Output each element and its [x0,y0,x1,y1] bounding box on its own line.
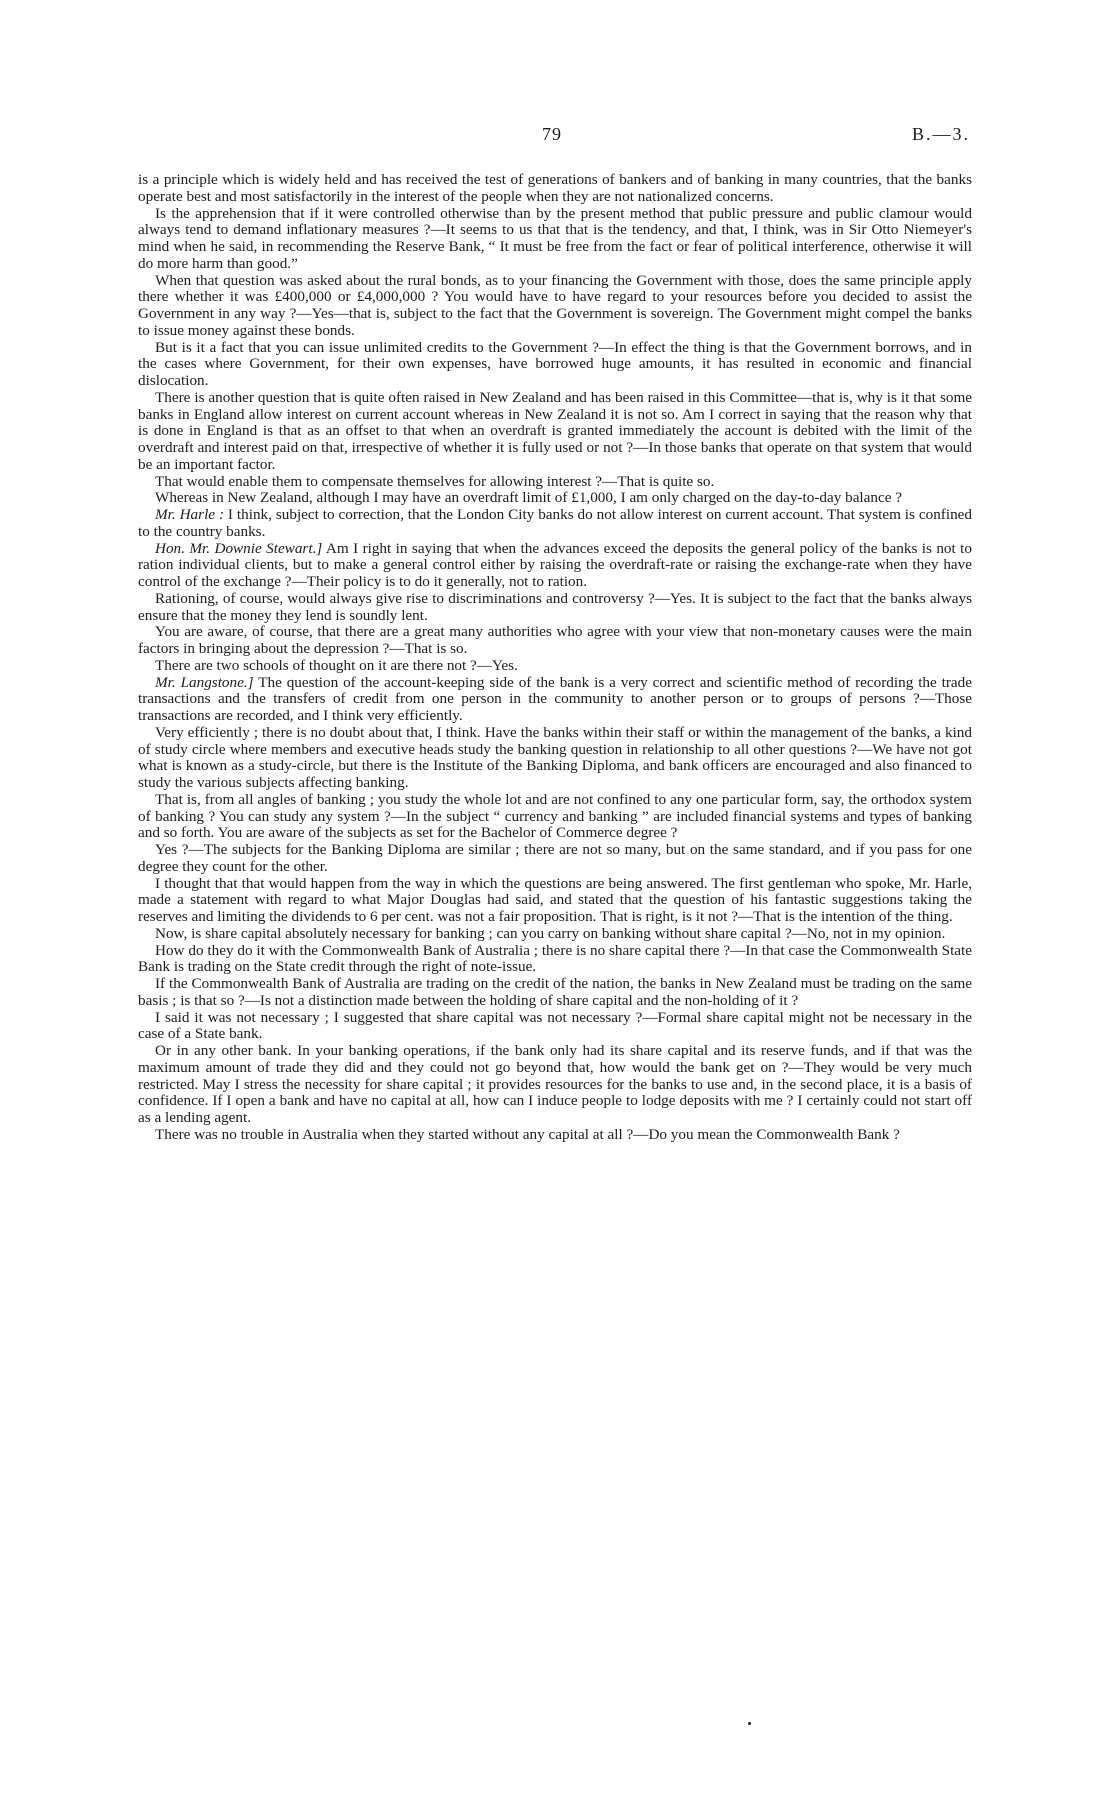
paragraph-text: That would enable them to compensate themselves for allowing interest ?—That is quite so. [155,472,715,490]
paragraph-text: When that question was asked about the rural bonds, as to your financing the Government with those, does the same principle apply there whether it was £400,000 or £4,000,000 ? You would have to have regard to your resources before you decided to assist the Government in any way ?—Yes—that is, subject to the fact that the Government is sovereign. The Government might compel the banks to issue money against these bonds. [138,271,972,339]
paragraph-text: is a principle which is widely held and has received the test of generations of bankers and of banking in many countries, that the banks operate best and most satisfactorily in the interest of the people when they are not nationalized concerns. [138,171,972,205]
paragraph [138,675,972,725]
paragraph-text: There was no trouble in Australia when they started without any capital at all ?—Do you mean the Commonwealth Bank ? [155,1125,900,1143]
paragraph-text: Whereas in New Zealand, although I may have an overdraft limit of £1,000, I am only charged on the day-to-day balance ? [155,489,903,507]
paragraph [138,876,972,926]
paragraph [138,474,972,491]
page-header [0,124,1114,148]
paragraph-text: You are aware, of course, that there are a great many authorities who agree with your view that non-monetary causes were the main factors in bringing about the depression ?—That is so. [138,623,972,657]
paragraph-text: Now, is share capital absolutely necessary for banking ; can you carry on banking without share capital ?—No, not in my opinion. [155,924,946,942]
paragraph [138,490,972,507]
paragraph-text: I thought that that would happen from the way in which the questions are being answered. The first gentleman who spoke, Mr. Harle, made a statement with regard to what Major Douglas had said, and stated that the question of his fantastic suggestions taking the reserves and limiting the dividends to 6 per cent. was not a fair proposition. That is right, is it not ?—That is the intention of the thing. [138,874,972,925]
speaker-name: Mr. Harle : [155,506,225,523]
paragraph [138,624,972,658]
paragraph-text: The question of the account-keeping side of the bank is a very correct and scientific method of recording the trade transactions and the transfers of credit from one person in the community to another person or to groups of persons ?—Those transactions are recorded, and I think very efficiently. [138,673,973,724]
paragraph-text: How do they do it with the Commonwealth Bank of Australia ; there is no share capital there ?—In that case the Commonwealth State Bank is trading on the State credit through the right of note-issue. [138,941,972,976]
paragraph [138,340,972,390]
paragraph-text: That is, from all angles of banking ; you study the whole lot and are not confined to any one particular form, say, the orthodox system of banking ? You can study any system ?—In the subject “ currency and banking ” are included financial systems and types of banking and so forth. You are aware of the subjects as set for the Bachelor of Commerce degree ? [138,790,972,842]
paragraph-text: Is the apprehension that if it were controlled otherwise than by the present method that public pressure and public clamour would always tend to demand inflationary measures ?—It seems to us that that is the tendency, and that, I think, was in Sir Otto Niemeyer's mind when he said, in recommending the Reserve Bank, “ It must be free from the fact or fear of political interference, otherwise it will do more harm than good.” [138,204,972,272]
paragraph-text: I think, subject to correction, that the London City banks do not allow interest on current account. That system is confined to the country banks. [138,506,972,540]
paragraph [138,390,972,474]
paragraph [138,591,972,625]
paragraph [138,1043,972,1127]
paragraph-text: There is another question that is quite often raised in New Zealand and has been raised in this Committee—that is, why is it that some banks in England allow interest on current account whereas in New Zealand it is not so. Am I correct in saying that the reason why that is done in England is that as an offset to that when an overdraft is granted immediately the account is debited with the limit of the overdraft and interest paid on that, irrespective of whether it is fully used or not ?—In those banks that operate on that system that would be an important factor. [138,388,972,473]
paragraph-text: Am I right in saying that when the advances exceed the deposits the general policy of the banks is not to ration individual clients, but to make a general control either by raising the overdraft-rate or raising the exchange-rate when they have control of the exchange ?—Their policy is to do it generally, not to ration. [138,539,972,590]
paragraph-text: But is it a fact that you can issue unlimited credits to the Government ?—In effect the thing is that the Government borrows, and in the cases where Government, for their own expenses, have borrowed huge amounts, it has resulted in economic and financial dislocation. [138,338,972,389]
paragraph [138,206,972,273]
body-text [138,172,972,1144]
paragraph-text: If the Commonwealth Bank of Australia are trading on the credit of the nation, the banks in New Zealand must be trading on the same basis ; is that so ?—Is not a distinction made between the holding of share capital and the non-holding of it ? [138,975,972,1009]
paragraph [138,541,972,591]
document-reference: B.—3. [912,124,971,144]
paragraph-text: I said it was not necessary ; I suggested that share capital was not necessary ?—Formal share capital might not be necessary in the case of a State bank. [138,1008,972,1043]
paragraph [138,926,972,943]
paragraph [138,507,972,541]
paragraph [138,172,972,206]
paragraph-text: There are two schools of thought on it are there not ?—Yes. [155,656,518,674]
paragraph [138,1127,972,1144]
paragraph [138,273,972,340]
speaker-name: Mr. Langstone.] [155,673,254,691]
paragraph [138,658,972,675]
page-number: 79 [542,124,562,144]
paragraph [138,842,972,876]
paragraph-text: Or in any other bank. In your banking operations, if the bank only had its share capital and its reserve funds, and if that was the maximum amount of trade they did and they could not go beyond that, how would the bank get on ?—They would be very much restricted. May I stress the necessity for share capital ; it provides resources for the banks to use and, in the second place, it is a basis of confidence. If I open a bank and have no capital at all, how can I induce people to lodge deposits with me ? I certainly could not start off as a lending agent. [138,1042,972,1126]
speaker-name: Hon. Mr. Downie Stewart.] [155,539,323,557]
paragraph [138,792,972,842]
paragraph-text: Yes ?—The subjects for the Banking Diploma are similar ; there are not so many, but on the same standard, and if you pass for one degree they count for the other. [138,841,972,875]
paragraph [138,943,972,977]
ink-speck [748,1722,751,1725]
paragraph [138,725,972,792]
paragraph-text: Very efficiently ; there is no doubt about that, I think. Have the banks within their staff or within the management of the banks, a kind of study circle where members and executive heads study the banking question in relationship to all other questions ?—We have not got what is known as a study-circle, but there is the Institute of the Banking Diploma, and bank officers are encouraged and also financed to study the various subjects affecting banking. [138,723,972,791]
paragraph [138,976,972,1010]
paragraph [138,1010,972,1044]
paragraph-text: Rationing, of course, would always give rise to discriminations and controversy ?—Yes. It is subject to the fact that the banks always ensure that the money they lend is soundly lent. [138,589,972,624]
